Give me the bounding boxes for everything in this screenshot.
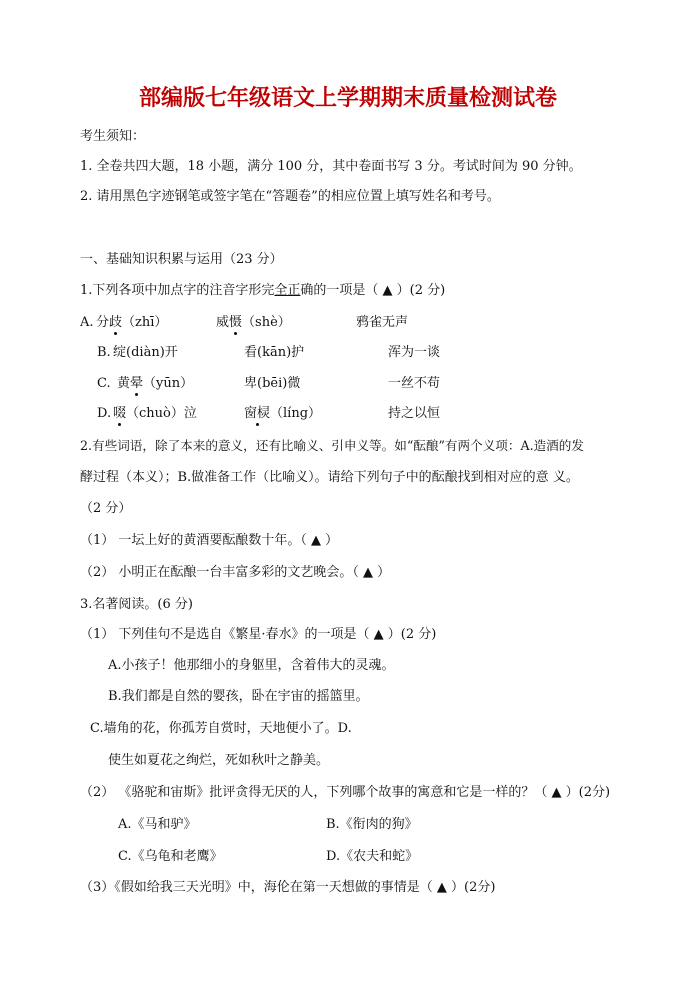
q1-a-c2-dotted: 慑 [229, 315, 243, 330]
q3-sub-2-option-a: A.《马和驴》 [118, 817, 197, 832]
q1-b-c1-pinyin: (diàn) [126, 345, 165, 360]
q1-option-d-item-1 [113, 405, 197, 423]
q1-d-c1-pinyin: （chuò） [126, 406, 184, 421]
q1-option-d-label: D. [97, 406, 112, 421]
q3-sub-1-option-d: 使生如夏花之绚烂，死如秋叶之静美。 [108, 753, 330, 768]
q3-sub-1-option-c: C.墙角的花，你孤芳自赏时，天地便小了。D. [90, 721, 352, 736]
q3-sub-2-stem: （2） 《骆驼和宙斯》批评贪得无厌的人，下列哪个故事的寓意和它是一样的？（ ▲ ）(2分) [80, 785, 611, 800]
q1-b-c2-post: 护 [291, 345, 305, 360]
q1-d-c1-post: 泣 [183, 406, 197, 421]
q1-option-a-item-2 [216, 314, 291, 332]
q3-sub-1-option-a: A.小孩子！他那细小的身躯里，含着伟大的灵魂。 [108, 658, 395, 673]
q2-sub-1: （1） 一坛上好的黄酒要酝酿数十年。（ ▲ ） [80, 533, 339, 548]
page-title: 部编版七年级语文上学期期末质量检测试卷 [138, 85, 557, 111]
q3-sub-2-option-c: C.《乌龟和老鹰》 [118, 849, 223, 864]
q1-d-c2-pinyin: （líng） [270, 406, 322, 421]
q3-sub-1-stem: （1） 下列佳句不是选自《繁星·春水》的一项是（ ▲ ）(2 分) [80, 627, 437, 642]
q1-c-c2-pinyin: (bēi) [257, 376, 288, 391]
q2-stem-line-3: （2 分） [80, 501, 132, 516]
q1-a-c2-pre: 威 [216, 315, 230, 330]
q2-stem-line-2: 酵过程（本义）；B.做准备工作（比喻义）。请给下列句子中的酝酿找到相对应的意 义。 [80, 470, 579, 485]
q1-c-c2-pre: 卑 [244, 376, 258, 391]
q1-option-b-item-1 [113, 344, 178, 362]
q1-option-c-item-3: 一丝不苟 [388, 376, 441, 391]
section-1-heading: 一、基础知识积累与运用（23 分） [80, 252, 283, 267]
q1-d-c1-dotted: 啜 [113, 406, 127, 421]
q1-option-b-label: B. [97, 345, 111, 360]
q1-b-c1-post: 开 [164, 345, 178, 360]
q1-c-c1-pre: 黄 [117, 376, 131, 391]
q1-stem-underlined: 全正 [274, 283, 301, 298]
q1-d-c2-dotted: 窗棂 [244, 406, 271, 421]
notice-item-1: 1. 全卷共四大题，18 小题，满分 100 分，其中卷面书写 3 分。考试时间为 90 分钟。 [80, 159, 582, 174]
q1-a-c1-dotted: 歧 [109, 315, 123, 330]
q3-sub-3-stem: （3）《假如给我三天光明》中，海伦在第一天想做的事情是（ ▲ ）(2分) [80, 880, 496, 895]
q1-option-a-item-3: 鸦雀无声 [356, 315, 409, 330]
q1-c-c2-post: 微 [287, 376, 301, 391]
q1-b-c2-pinyin: (kān) [257, 345, 292, 360]
q1-stem [80, 282, 445, 300]
q2-stem-line-1: 2.有些词语，除了本来的意义，还有比喻义、引申义等。如“酝酿”有两个义项：A.造酒的发 [80, 438, 584, 453]
q2-sub-2: （2） 小明正在酝酿一台丰富多彩的文艺晚会。（ ▲ ） [80, 565, 391, 580]
q1-option-d-item-2 [244, 405, 321, 423]
q1-option-b-item-3: 浑为一谈 [388, 345, 441, 360]
q1-option-a-label: A. [80, 315, 94, 330]
q1-option-c-item-2 [244, 375, 300, 393]
q1-c-c1-dotted: 晕 [130, 376, 144, 391]
q3-sub-2-option-b: B.《衔肉的狗》 [326, 817, 418, 832]
q3-heading: 3.名著阅读。(6 分) [80, 597, 193, 612]
q1-stem-post: 确的一项是（ ▲ ）(2 分) [300, 283, 446, 298]
q1-a-c2-pinyin: （shè） [242, 315, 291, 330]
q1-option-c-item-1 [117, 375, 193, 393]
q3-sub-2-option-d: D.《农夫和蛇》 [326, 849, 419, 864]
q3-sub-1-option-b: B.我们都是自然的婴孩，卧在宇宙的摇篮里。 [108, 689, 369, 704]
q1-a-c1-pinyin: （zhī） [122, 315, 168, 330]
q1-b-c1-pre: 绽 [113, 345, 127, 360]
q1-option-d-item-3: 持之以恒 [388, 406, 441, 421]
q1-b-c2-pre: 看 [244, 345, 258, 360]
notice-heading: 考生须知： [80, 129, 146, 144]
notice-item-2: 2. 请用黑色字迹钢笔或签字笔在“答题卷”的相应位置上填写姓名和考号。 [80, 189, 500, 204]
q1-c-c1-pinyin: （yūn） [143, 376, 194, 391]
q1-option-b-item-2 [244, 344, 304, 362]
q1-a-c1-pre: 分 [96, 315, 110, 330]
q1-option-a-item-1 [96, 314, 167, 332]
q1-option-c-label: C. [97, 376, 111, 391]
q1-stem-pre: 1.下列各项中加点字的注音字形完 [80, 283, 275, 298]
